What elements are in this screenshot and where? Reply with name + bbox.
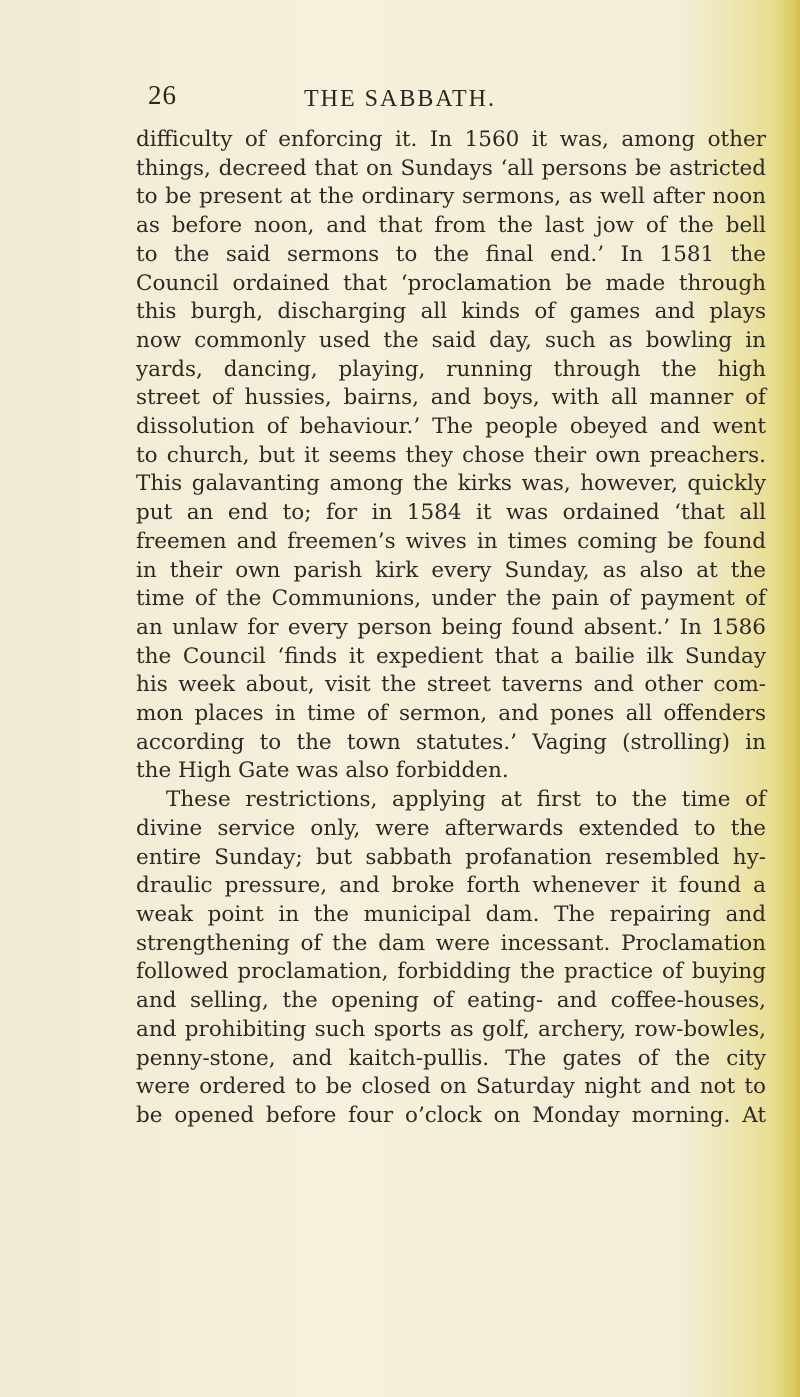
text-line: according to the town statutes.’ Vaging (strolling) in bbox=[136, 729, 766, 755]
text-line: divine service only, were afterwards extended to the bbox=[136, 815, 766, 841]
text-line: followed proclamation, forbidding the practice of buying bbox=[136, 959, 766, 985]
text-line: in their own parish kirk every Sunday, as also at the bbox=[136, 557, 766, 583]
text-line: things, decreed that on Sundays ‘all persons be astricted bbox=[136, 155, 766, 181]
text-line: penny-stone, and kaitch-pullis. The gates of the city bbox=[136, 1045, 766, 1071]
text-line: and selling, the opening of eating- and coffee-houses, bbox=[136, 988, 766, 1014]
text-line: Council ordained that ‘proclamation be made through bbox=[136, 270, 766, 296]
text-line: dissolution of behaviour.’ The people obeyed and went bbox=[136, 414, 766, 440]
text-line: weak point in the municipal dam. The repairing and bbox=[136, 901, 766, 927]
text-line: to be present at the ordinary sermons, as well after noon bbox=[136, 184, 766, 210]
running-title: THE SABBATH. bbox=[303, 86, 496, 112]
text-line: his week about, visit the street taverns and other com- bbox=[136, 672, 766, 698]
text-line: and prohibiting such sports as golf, archery, row-bowles, bbox=[136, 1016, 766, 1042]
text-line: as before noon, and that from the last jow of the bell bbox=[136, 213, 766, 239]
text-line: entire Sunday; but sabbath profanation resembled hy- bbox=[136, 844, 766, 870]
text-line: time of the Communions, under the pain of payment of bbox=[136, 586, 766, 612]
text-line: difficulty of enforcing it. In 1560 it was, among other bbox=[136, 127, 766, 152]
text-line: were ordered to be closed on Saturday night and not to bbox=[136, 1074, 766, 1100]
text-line: to church, but it seems they chose their own preachers. bbox=[136, 442, 766, 468]
page-number: 26 bbox=[148, 80, 177, 110]
text-line: put an end to; for in 1584 it was ordained ‘that all bbox=[136, 500, 766, 526]
page-edge bbox=[782, 0, 800, 1397]
text-line: mon places in time of sermon, and pones all offenders bbox=[136, 701, 766, 727]
text-line: an unlaw for every person being found absent.’ In 1586 bbox=[136, 614, 766, 640]
text-line: now commonly used the said day, such as bowling in bbox=[136, 327, 766, 353]
text-line: strengthening of the dam were incessant. Proclamation bbox=[136, 930, 766, 956]
text-line: to the said sermons to the final end.’ In 1581 the bbox=[136, 241, 766, 267]
text-line: this burgh, discharging all kinds of games and plays bbox=[136, 299, 766, 325]
page-header bbox=[0, 80, 800, 120]
text-line: draulic pressure, and broke forth whenever it found a bbox=[136, 873, 766, 899]
text-line: be opened before four o’clock on Monday morning. At bbox=[136, 1102, 766, 1128]
text-line: the High Gate was also forbidden. bbox=[136, 758, 509, 784]
text-line: the Council ‘finds it expedient that a bailie ilk Sunday bbox=[136, 643, 766, 669]
text-line: freemen and freemen’s wives in times coming be found bbox=[136, 528, 766, 554]
paragraph-first-line: These restrictions, applying at first to the time of bbox=[166, 787, 766, 813]
text-line: This galavanting among the kirks was, however, quickly bbox=[136, 471, 766, 497]
text-line: street of hussies, bairns, and boys, with all manner of bbox=[136, 385, 766, 411]
body-text bbox=[136, 126, 766, 1131]
text-line: yards, dancing, playing, running through the high bbox=[136, 356, 766, 382]
